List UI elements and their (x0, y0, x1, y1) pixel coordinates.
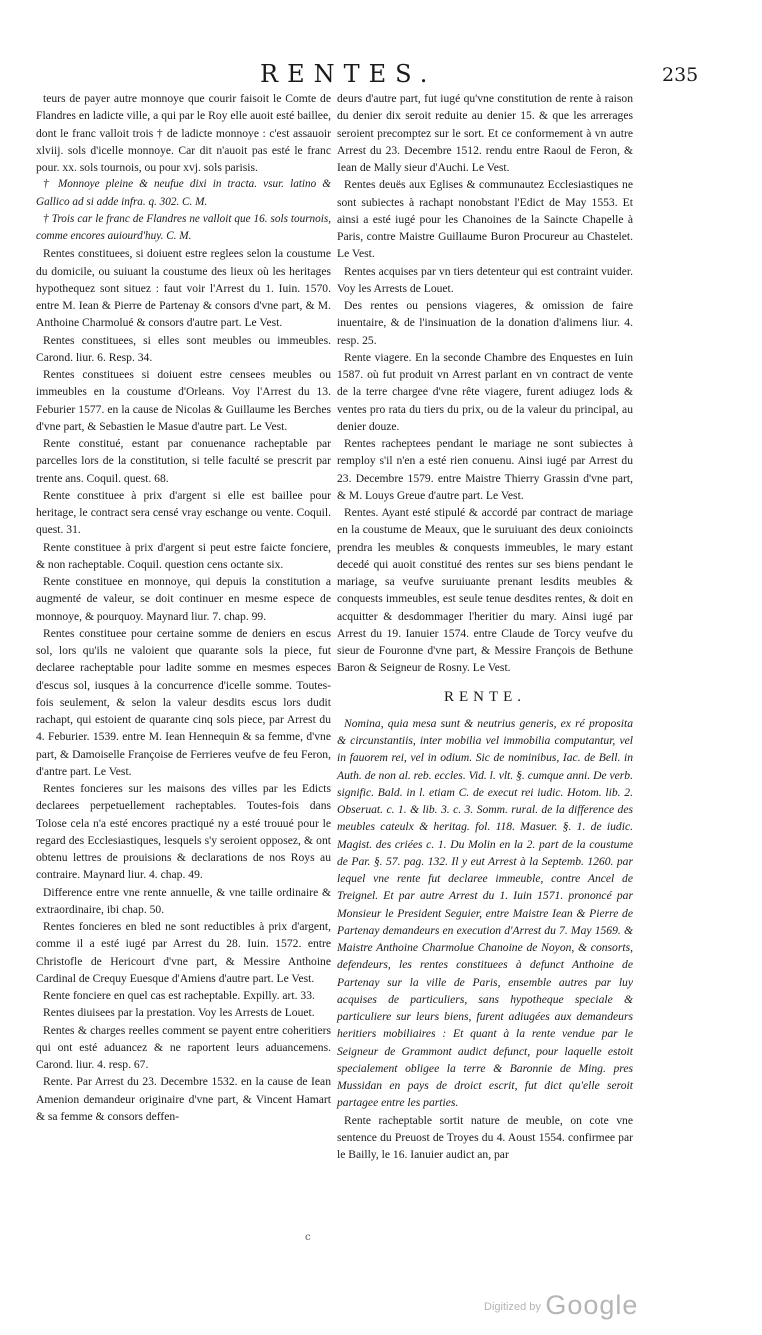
paragraph: Rentes constituees, si doiuent estre reglees selon la coustume du domicile, ou suiuant la coustume des lieux où les heritages hypothequez sont situez : faut voir l'Arrest du 1. Iuin. 1570. entre M. Iean & Pierre de Partenay & consors d'vne part, & M. Anthoine Charmolué & consors d'autre part. Le Vest. (36, 247, 331, 330)
paragraph: Rente fonciere en quel cas est racheptable. Expilly. art. 33. (43, 989, 315, 1002)
paragraph: Rente viagere. En la seconde Chambre des Enquestes en Iuin 1587. où fut produit vn Arrest parlant en vn contract de vente de la terre chargee d'vne rête viagere, furent adiugez lods & ventes pro rata du tiers du prix, ou de la valeur du principal, au denier douze. (337, 350, 633, 433)
paragraph: Rentes racheptees pendant le mariage ne sont subiectes à remploy s'il n'en a esté rien conuenu. Ainsi iugé par Arrest du 23. Decembre 1579. entre Maistre Thierry Grassin d'vne part, & M. Louys Greue d'autre part. Le Vest. (337, 437, 633, 502)
paragraph: Rentes foncieres en bled ne sont reductibles à prix d'argent, comme il a esté iugé par Arrest du 28. Iuin. 1572. entre Christofle de Hericourt d'vne part, & Messire Anthoine Cardinal de Crequy Euesque d'Amiens d'autre part. Le Vest. (36, 920, 331, 985)
left-column (36, 90, 331, 1125)
section-title: RENTE. (443, 688, 527, 705)
paragraph: Des rentes ou pensions viageres, & omission de faire inuentaire, & de l'insinuation de la donation d'alimens liur. 4. resp. 25. (337, 299, 633, 347)
watermark-by: Digitized by (484, 1301, 541, 1313)
paragraph: Rente constituee en monnoye, qui depuis la constitution a augmenté de valeur, se doit continuer en mesme espece de monnoye, & pourquoy. Maynard liur. 7. chap. 99. (36, 575, 331, 623)
margin-mark: c (305, 1232, 311, 1243)
paragraph: Rentes diuisees par la prestation. Voy les Arrests de Louet. (43, 1006, 315, 1020)
paragraph: Rente. Par Arrest du 23. Decembre 1532. en la cause de Iean Amenion demandeur originaire d'vne part, & Vincent Hamart & sa femme & consors deffen- (36, 1075, 331, 1123)
google-logo: Google (545, 1290, 639, 1320)
paragraph: Rentes constituees, si elles sont meubles ou immeubles. Carond. liur. 6. Resp. 34. (36, 333, 331, 364)
paragraph: Rente constituee à prix d'argent si elle est baillee pour heritage, le contract sera censé vray eschange ou vente. Coquil. quest. 31. (36, 488, 331, 537)
page-number: 235 (662, 64, 699, 86)
paragraph: Rente racheptable sortit nature de meuble, on cote vne sentence du Preuost de Troyes du 4. Aoust 1554. confirmee par le Bailly, le 16. Ianuier audict an, par (337, 1113, 633, 1161)
marginal-note: † Trois car le franc de Flandres ne valloit que 16. sols tournois, comme encores auiourd'huy. C. M. (36, 212, 331, 242)
paragraph: Rentes. Ayant esté stipulé & accordé par contract de mariage en la coustume de Meaux, que le suruiuant des deux conioincts prendra les meubles & conquests immeubles, le mary estant decedé qui auoit constitué des rentes sur ses biens pendant le mariage, sa veufve suruiuante prenant lesdits meubles & conquests immeubles, est seule tenue desdites rentes, & doit en acquitter & desdommager l'heritier du mary. Ainsi iugé par Arrest du 19. Ianuier 1574. entre Claude de Torcy veufve du sieur de Fouronne d'vne part, & Messire François de Bethune Baron & Seigneur de Rosny. Le Vest. (337, 506, 633, 675)
paragraph: Rente constitué, estant par conuenance racheptable par parcelles lors de la constitution, si telle faculté se prescrit par trente ans. Coquil. quest. 68. (36, 437, 331, 485)
paragraph: Rentes & charges reelles comment se payent entre coheritiers qui ont esté aduancez & ne raportent leurs aduancemens. Carond. liur. 4. resp. 67. (36, 1023, 331, 1071)
right-column (337, 90, 633, 1163)
paragraph: deurs d'autre part, fut iugé qu'vne constitution de rente à raison du denier dix seroit reduite au denier 15. & que les arrerages seroient precomptez sur le sort. Et ce conformement à vn autre Arrest du 23. Decembre 1512. rendu entre Raoul de Feron, & Iean de Mally sieur d'Auchi. Le Vest. (337, 92, 633, 174)
paragraph: Rentes acquises par vn tiers detenteur qui est contraint vuider. Voy les Arrests de Louet. (337, 264, 633, 295)
section-intro: Nomina, quia mesa sunt & neutrius generis, ex ré proposita & circunstantiis, inter mobilia vel immobilia computantur, vel in fauorem rei, vel in odium. Sic de nominibus, Iac. de Bell. in Auth. de non al. reb. eccles. Vid. l. vlt. §. cumque anni. De verb. signific. Bald. in l. etiam C. de execut rei iudic. Hotom. lib. 2. Obseruat. c. 1. & lib. 3. c. 3. Somm. rural. de la difference des meubles cateulx & heritag. fol. 118. Masuer. §. 1. de iudic. Magist. des criées c. 1. Du Molin en la 2. part de la coustume de Par. §. 57. pag. 132. Il y eut Arrest à la Septemb. 1260. par lequel vne rente fut declaree immeuble, contre Ancel de Treignel. Et par autre Arrest du 1. Iuin 1571. prononcé par Monsieur le President Seguier, entre Maistre Iean & Pierre de Partenay demandeurs en execution d'Arrest du 7. May 1569. & Maistre Anthoine Charmolue Chanoine de Noyon, & consorts, defendeurs, les rentes constituees à defunct Anthoine de Partenay sur la ville de Paris, ensemble autres par luy acquises de particuliers, sans hypotheque speciale & particuliere sur leurs biens, furent adiugées aux demandeurs heritiers mobiliaires : Et quant à la rente vendue par le Seigneur de Grammont audict defunct, pour laquelle estoit specialement obligee la terre & Baronnie de Ming. pres Mussidan en pays de droict escrit, fut dict qu'elle seroit partagee entre les parties. (337, 716, 633, 1110)
marginal-note: † Monnoye pleine & neufue dixi in tracta. vsur. latino & Gallico ad si adde infra. q. 302. C. M. (36, 178, 331, 208)
paragraph: Rentes constituees si doiuent estre censees meubles ou immeubles en la coustume d'Orleans. Voy l'Arrest du 13. Feburier 1577. en la cause de Nicolas & Guillaume les Berches d'vne part, & Sebastien le Masue d'autre part. Le Vest. (36, 368, 331, 433)
paragraph: Rentes constituee pour certaine somme de deniers en escus sol, lors qu'ils ne valoient que quarante sols la piece, fut declaree racheptable pour ladite somme en mesmes especes d'escus sol, iusques à la concurrence d'icelle somme. Toutes-fois seulement, & selon la valeur desdits escus lors dudit rachapt, qui estoient de quarante cinq sols piece, par Arrest du 4. Feburier. 1539. entre M. Iean Hennequin & sa femme, d'vne part, & Damoiselle Françoise de Ferrieres veufve de feu Feron, d'antre part. Le Vest. (36, 626, 331, 778)
paragraph: Rentes deuës aux Eglises & communautez Ecclesiastiques ne sont subiectes à rachapt nonobstant l'Edict de May 1553. Et ainsi a esté iugé pour les Chanoines de la Saincte Chapelle à Paris, contre Maistre Guillaume Buron Procureur au Chastelet. Le Vest. (337, 178, 633, 261)
running-head: RENTES. (260, 60, 437, 88)
digitized-by-watermark (484, 1290, 638, 1321)
paragraph: teurs de payer autre monnoye que courir faisoit le Comte de Flandres en ladicte ville, a qui par le Roy elle auoit esté baillee, dont le franc valloit trois † de ladicte monnoye : c'est assauoir xlviij. sols d'icelle monnoye. Car dit n'auoit pas esté le franc pour. xx. sols tournois, ou pour xvj. sols parisis. (36, 92, 331, 174)
paragraph: Rente constituee à prix d'argent si peut estre faicte fonciere, & non racheptable. Coquil. question cens octante six. (36, 540, 331, 571)
paragraph: Difference entre vne rente annuelle, & vne taille ordinaire & extraordinaire, ibi chap. 50. (36, 885, 331, 916)
paragraph: Rentes foncieres sur les maisons des villes par les Edicts declarees perpetuellement racheptables. Toutes-fois dans Tolose cela n'a esté encores practiqué ny a esté trouué pour le regard des Ecclesiastiques, lesquels s'y seroient opposez, & ont obtenu lettres de prouisions & declarations de nos Roys au contraire. Maynard liur. 4. chap. 49. (36, 782, 331, 882)
